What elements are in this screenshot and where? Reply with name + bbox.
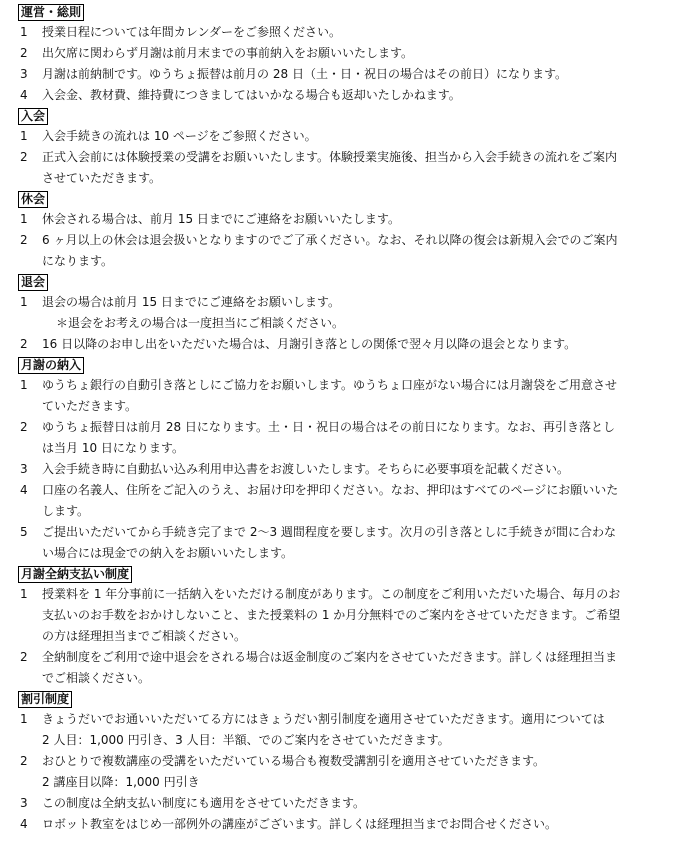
section-title: 休会	[18, 191, 48, 208]
item-text	[42, 793, 663, 814]
item-number: 3	[20, 462, 28, 476]
list-item	[20, 126, 663, 147]
item-text	[42, 375, 663, 417]
section	[20, 2, 663, 106]
item-line: 休会される場合は、前月 15 日までにご連絡をお願いいたします。	[42, 212, 400, 226]
item-number: 2	[20, 150, 28, 164]
item-line: 入会手続き時に自動払い込み利用申込書をお渡しいたします。そちらに必要事項を記載ください。	[42, 462, 570, 476]
item-number: 5	[20, 525, 28, 539]
item-line: でご相談ください。	[42, 671, 151, 685]
list-item	[20, 647, 663, 689]
list-item	[20, 375, 663, 417]
list-item	[20, 209, 663, 230]
item-line: 授業日程については年間カレンダーをご参照ください。	[42, 25, 341, 39]
item-text	[42, 43, 663, 64]
item-line: 2 講座目以降：1,000 円引き	[42, 775, 200, 789]
item-text	[42, 292, 663, 334]
item-line: ご提出いただいてから手続き完了まで 2～3 週間程度を要します。次月の引き落としに手続きが間に合わな	[42, 525, 616, 539]
item-line: します。	[42, 504, 90, 518]
item-text	[42, 22, 663, 43]
item-text	[42, 814, 663, 835]
list-item	[20, 64, 663, 85]
item-text	[42, 147, 663, 189]
list-item	[20, 751, 663, 793]
item-line: させていただきます。	[42, 171, 162, 185]
section-title: 入会	[18, 108, 48, 125]
item-text	[42, 209, 663, 230]
item-text	[42, 334, 663, 355]
item-text	[42, 126, 663, 147]
section	[20, 189, 663, 272]
list-item	[20, 147, 663, 189]
item-line: 正式入会前には体験授業の受講をお願いいたします。体験授業実施後、担当から入会手続きの流れをご案内	[42, 150, 618, 164]
item-line: の方は経理担当までご相談ください。	[42, 629, 247, 643]
section-title: 割引制度	[18, 691, 72, 708]
item-number: 2	[20, 754, 28, 768]
item-line: ロボット教室をはじめ一部例外の講座がございます。詳しくは経理担当までお問合せください。	[42, 817, 558, 831]
list-item	[20, 417, 663, 459]
list-item	[20, 522, 663, 564]
item-line: 入会手続きの流れは 10 ページをご参照ください。	[42, 129, 317, 143]
item-number: 4	[20, 483, 28, 497]
item-note: ＊退会をお考えの場合は一度担当にご相談ください。	[56, 316, 345, 330]
item-line: 16 日以降のお申し出をいただいた場合は、月謝引き落としの関係で翌々月以降の退会となります。	[42, 337, 577, 351]
item-line: 授業料を 1 年分事前に一括納入をいただける制度があります。この制度をご利用いただいた場合、毎月のお	[42, 587, 621, 601]
list-item	[20, 584, 663, 647]
item-number: 2	[20, 650, 28, 664]
list-item	[20, 709, 663, 751]
item-line: ていただきます。	[42, 399, 138, 413]
item-number: 1	[20, 587, 28, 601]
item-number: 2	[20, 46, 28, 60]
item-line: ゆうちょ銀行の自動引き落としにご協力をお願いします。ゆうちょ口座がない場合には月謝袋をご用意させ	[42, 378, 618, 392]
item-number: 2	[20, 420, 28, 434]
list-item	[20, 480, 663, 522]
item-line: おひとりで複数講座の受講をいただいている場合も複数受講割引を適用させていただきます。	[42, 754, 546, 768]
list-item	[20, 334, 663, 355]
item-line: 2 人目：1,000 円引き、3 人目：半額、でのご案内をさせていただきます。	[42, 733, 450, 747]
item-line: い場合には現金での納入をお願いいたします。	[42, 546, 294, 560]
list-item	[20, 292, 663, 334]
item-line: この制度は全納支払い制度にも適用をさせていただきます。	[42, 796, 366, 810]
item-number: 1	[20, 212, 28, 226]
section-title: 退会	[18, 274, 48, 291]
item-text	[42, 417, 663, 459]
item-line: 入会金、教材費、維持費につきましてはいかなる場合も返却いたしかねます。	[42, 88, 461, 102]
item-text	[42, 751, 663, 793]
item-text	[42, 85, 663, 106]
item-line: は当月 10 日になります。	[42, 441, 184, 455]
item-number: 4	[20, 88, 28, 102]
item-line: 口座の名義人、住所をご記入のうえ、お届け印を押印ください。なお、押印はすべてのページにお願いいた	[42, 483, 619, 497]
section-title: 月謝の納入	[18, 357, 84, 374]
section	[20, 564, 663, 689]
item-text	[42, 230, 663, 272]
item-number: 3	[20, 796, 28, 810]
section-title: 運営・総則	[18, 4, 84, 21]
list-item	[20, 43, 663, 64]
item-number: 3	[20, 67, 28, 81]
item-text	[42, 584, 663, 647]
item-number: 1	[20, 712, 28, 726]
section	[20, 106, 663, 189]
item-number: 1	[20, 295, 28, 309]
item-number: 1	[20, 378, 28, 392]
item-line: 全納制度をご利用で途中退会をされる場合は返金制度のご案内をさせていただきます。詳しくは経理担当ま	[42, 650, 618, 664]
item-line: 出欠席に関わらず月謝は前月末までの事前納入をお願いいたします。	[42, 46, 414, 60]
section	[20, 272, 663, 355]
list-item	[20, 85, 663, 106]
list-item	[20, 22, 663, 43]
list-item	[20, 230, 663, 272]
item-line: 月謝は前納制です。ゆうちょ振替は前月の 28 日（土・日・祝日の場合はその前日）になります。	[42, 67, 567, 81]
item-line: きょうだいでお通いいただいてる方にはきょうだい割引制度を適用させていただきます。適用については	[42, 712, 605, 726]
section	[20, 689, 663, 835]
item-text	[42, 64, 663, 85]
item-line: ゆうちょ振替日は前月 28 日になります。土・日・祝日の場合はその前日になります。なお、再引き落とし	[42, 420, 615, 434]
item-text	[42, 480, 663, 522]
item-number: 2	[20, 233, 28, 247]
section	[20, 355, 663, 564]
item-line: 6 ヶ月以上の休会は退会扱いとなりますのでご了承ください。なお、それ以降の復会は新規入会でのご案内	[42, 233, 618, 247]
list-item	[20, 814, 663, 835]
item-line: 支払いのお手数をおかけしないこと、また授業料の 1 か月分無料でのご案内をさせていただきます。ご希望	[42, 608, 621, 622]
item-text	[42, 459, 663, 480]
item-text	[42, 709, 663, 751]
item-number: 1	[20, 129, 28, 143]
item-line: 退会の場合は前月 15 日までにご連絡をお願いします。	[42, 295, 340, 309]
item-text	[42, 522, 663, 564]
item-number: 4	[20, 817, 28, 831]
item-text	[42, 647, 663, 689]
item-number: 2	[20, 337, 28, 351]
item-number: 1	[20, 25, 28, 39]
list-item	[20, 793, 663, 814]
item-line: になります。	[42, 254, 114, 268]
list-item	[20, 459, 663, 480]
section-title: 月謝全納支払い制度	[18, 566, 132, 583]
